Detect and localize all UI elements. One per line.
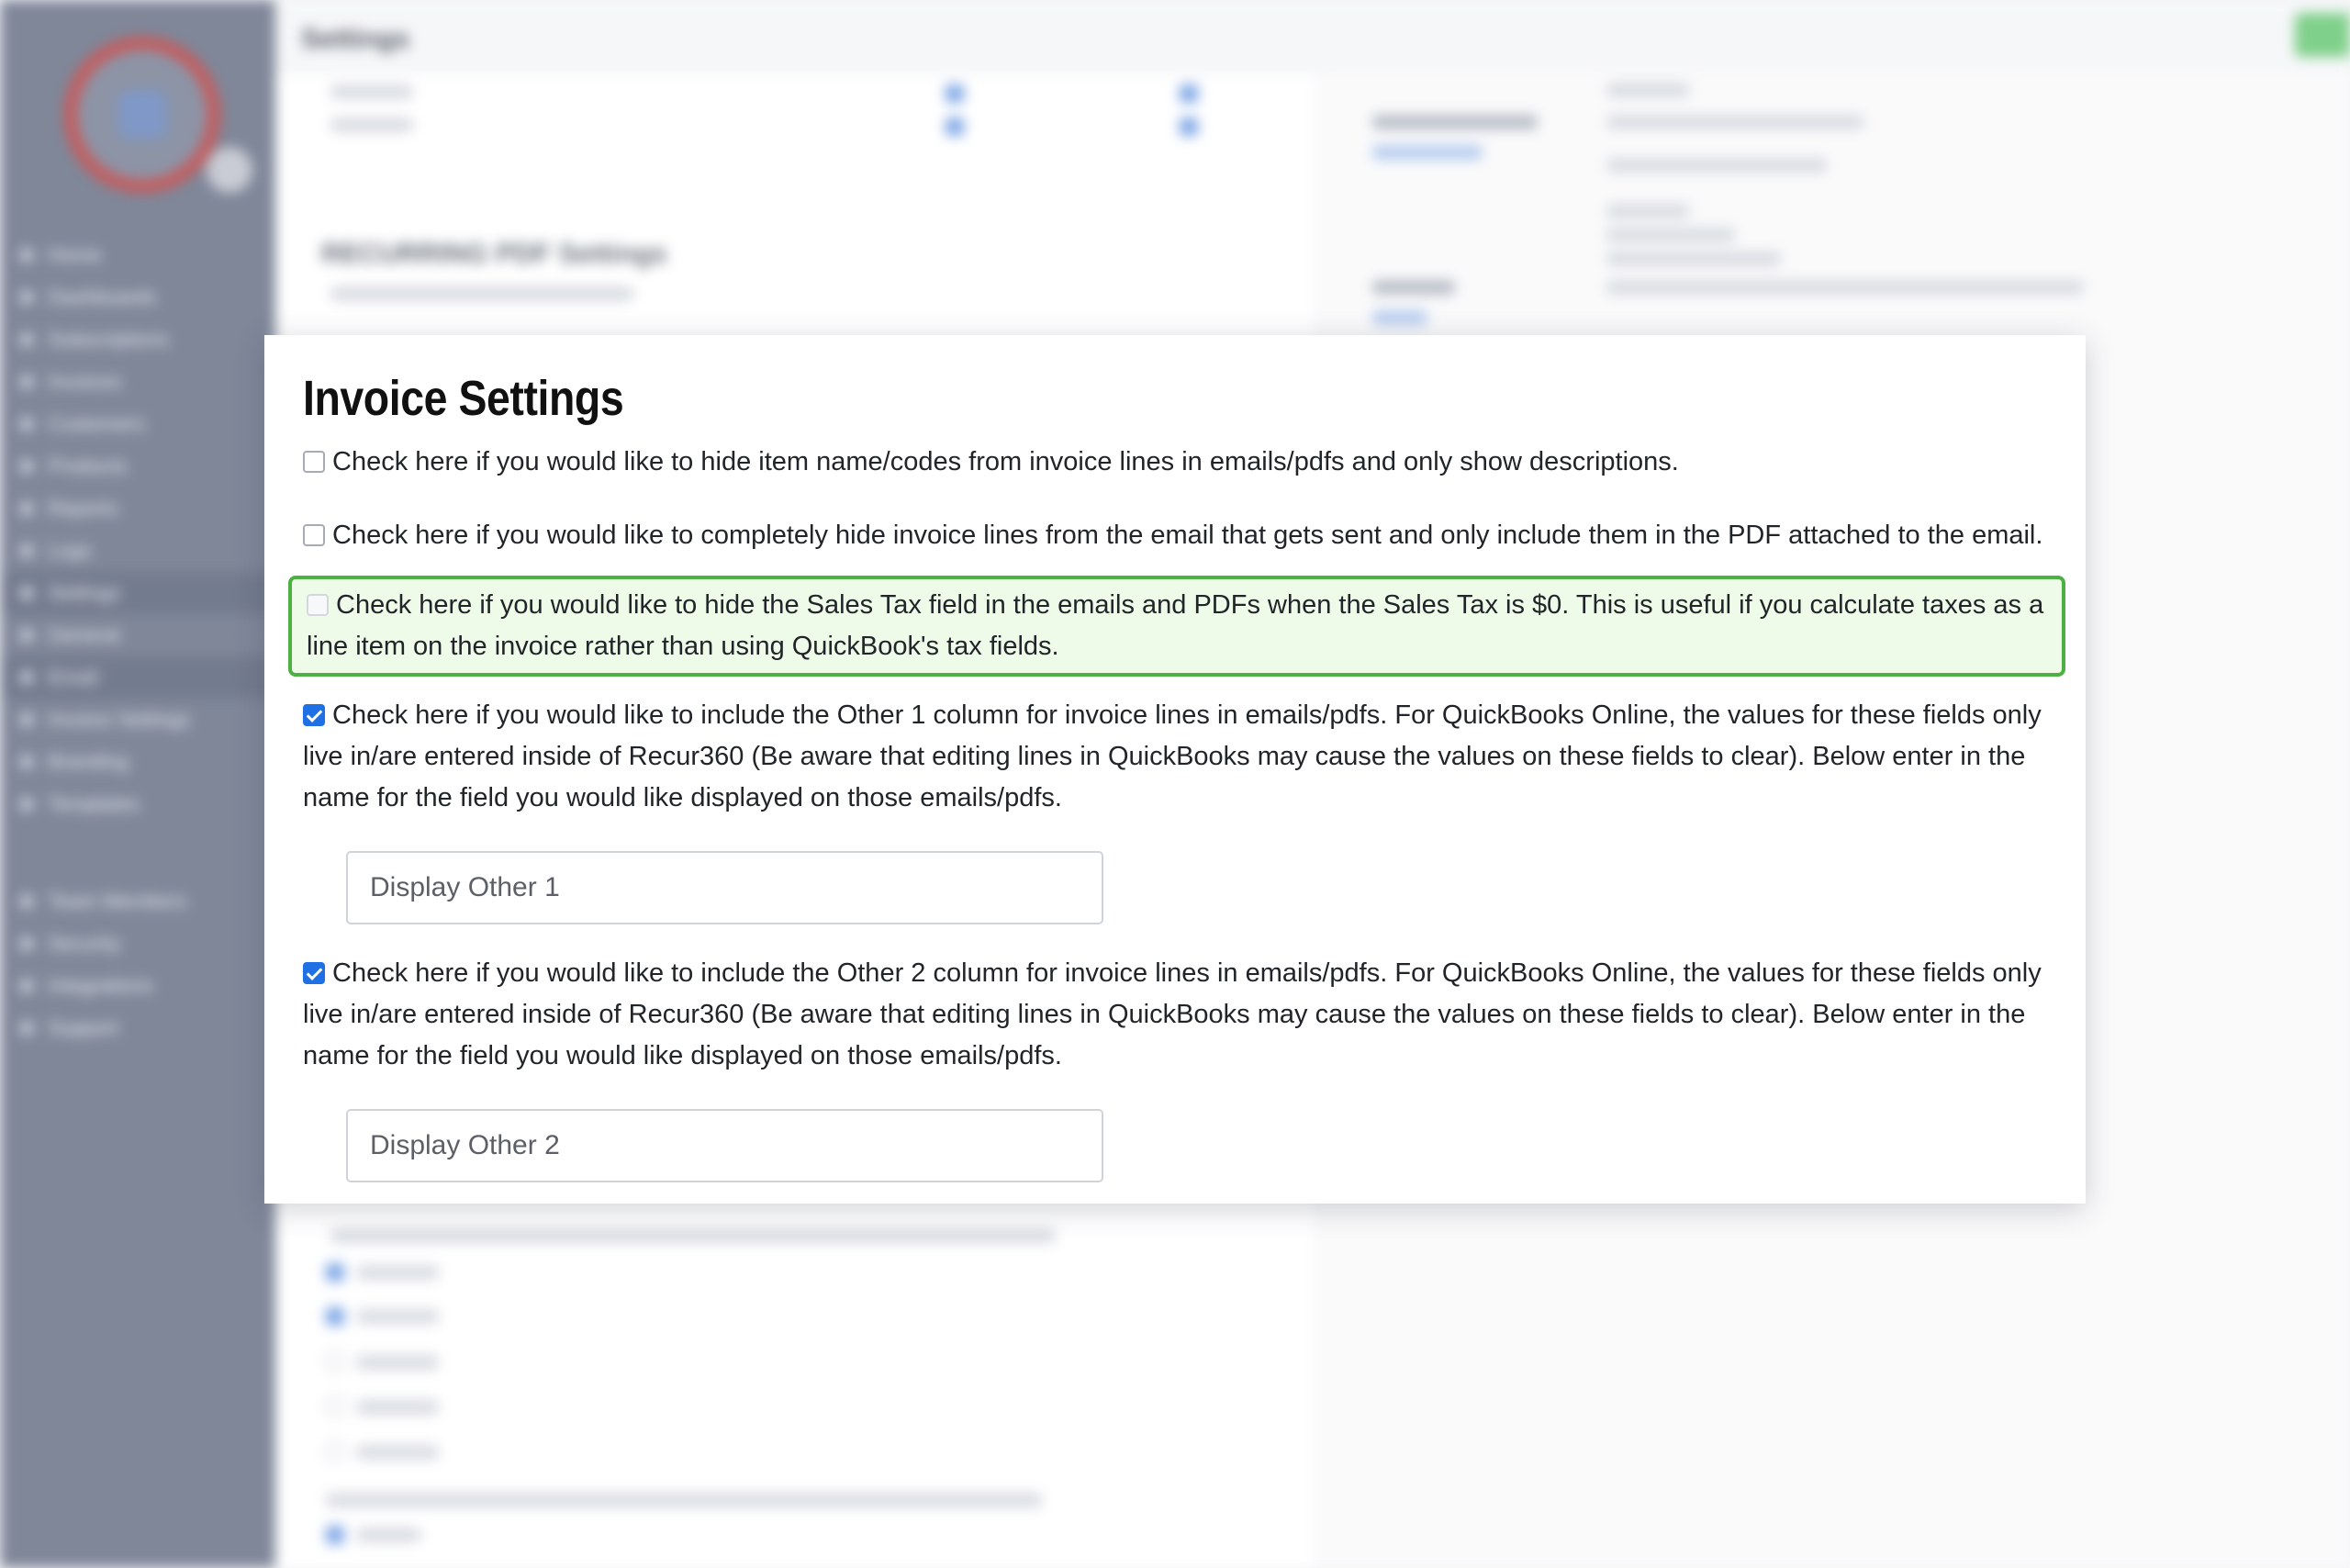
checkbox[interactable]	[326, 1397, 344, 1416]
sidebar-item-label: Invoices	[48, 370, 122, 393]
nav-icon	[20, 249, 33, 262]
placeholder-text	[356, 1528, 420, 1542]
sidebar	[0, 0, 275, 1568]
nav-icon	[20, 895, 33, 908]
option-label: Check here if you would like to completely hide invoice lines from the email that gets sent and only include them in the PDF attached to the email.	[332, 521, 2043, 550]
logo-badge-icon	[207, 147, 252, 193]
nav-icon	[20, 418, 33, 431]
sidebar-item-label: Integrations	[48, 974, 153, 997]
nav-icon	[20, 756, 33, 768]
sidebar-item-label: Reports	[48, 497, 119, 520]
checkbox[interactable]	[946, 84, 964, 103]
sidebar-subitem[interactable]	[0, 741, 275, 783]
checkbox[interactable]	[1180, 118, 1198, 136]
sidebar-item-label: General	[48, 623, 120, 646]
option-hide-sales-tax	[288, 576, 2065, 677]
sidebar-item-label: Dashboards	[48, 286, 157, 308]
sidebar-item-settings[interactable]	[0, 572, 275, 614]
nav-icon	[20, 291, 33, 304]
option-include-other-2	[303, 953, 2047, 1077]
placeholder-link[interactable]	[1372, 145, 1483, 160]
sidebar-item-label: Logs	[48, 539, 92, 562]
display-other-2-input[interactable]	[346, 1109, 1103, 1182]
sidebar-item[interactable]	[0, 487, 275, 530]
sidebar-item-label: Settings	[48, 581, 121, 604]
placeholder-text	[1606, 204, 1689, 218]
placeholder-text	[356, 1355, 439, 1370]
page-title: Settings	[301, 24, 410, 54]
nav-icon	[20, 502, 33, 515]
sidebar-item[interactable]	[0, 965, 275, 1007]
placeholder-link[interactable]	[1372, 310, 1427, 325]
other-2-input-wrapper	[346, 1109, 2047, 1182]
placeholder-text	[1606, 158, 1827, 173]
nav-icon	[20, 587, 33, 599]
sidebar-item[interactable]	[0, 234, 275, 276]
placeholder-text	[1372, 280, 1455, 295]
sidebar-item[interactable]	[0, 403, 275, 445]
sidebar-item-label: Customers	[48, 412, 146, 435]
placeholder-text	[326, 1493, 1042, 1507]
sidebar-spacer	[0, 825, 275, 880]
section-heading: RECURRING PDF Settings	[321, 239, 667, 269]
top-bar	[275, 0, 2350, 73]
sidebar-item-label: Team Members	[48, 890, 187, 913]
nav-icon	[20, 980, 33, 992]
checkbox[interactable]	[1180, 84, 1198, 103]
placeholder-text	[1372, 115, 1538, 129]
placeholder-text	[1606, 83, 1689, 97]
placeholder-text	[330, 1228, 1056, 1243]
nav-icon	[20, 713, 33, 726]
placeholder-text	[330, 286, 633, 301]
option-hide-invoice-lines	[303, 515, 2047, 556]
option-label: Check here if you would like to include the Other 1 column for invoice lines in emails/pdfs. For QuickBooks Online, the values for these fields only live in/are entered inside of Recur360 (Be aware that editing lines in QuickBooks may cause the values on these fields to clear). Below enter in the name for the field you would like displayed on those emails/pdfs.	[303, 700, 2042, 812]
sidebar-item[interactable]	[0, 923, 275, 965]
nav-icon	[20, 460, 33, 473]
display-other-1-input[interactable]	[346, 851, 1103, 924]
checkbox[interactable]	[326, 1352, 344, 1371]
placeholder-text	[1606, 252, 1781, 266]
company-logo	[64, 37, 220, 193]
placeholder-text	[356, 1309, 439, 1324]
nav-icon	[20, 333, 33, 346]
option-label: Check here if you would like to hide item name/codes from invoice lines in emails/pdfs and only show descriptions.	[332, 447, 1679, 476]
sidebar-item-label: Support	[48, 1016, 119, 1039]
option-include-other-1	[303, 695, 2047, 819]
placeholder-text	[356, 1400, 439, 1415]
save-button[interactable]	[2295, 13, 2350, 57]
hide-invoice-lines-checkbox[interactable]	[303, 524, 325, 546]
placeholder-text	[1606, 280, 2084, 295]
sidebar-item-label: Security	[48, 932, 121, 955]
sidebar-item-label: Subscriptions	[48, 328, 170, 351]
placeholder-text	[356, 1445, 439, 1460]
card-title: Invoice Settings	[303, 371, 624, 426]
nav-icon	[20, 375, 33, 388]
nav-icon	[20, 544, 33, 557]
sidebar-item-label: Home	[48, 243, 102, 266]
option-label: Check here if you would like to include the Other 2 column for invoice lines in emails/pdfs. For QuickBooks Online, the values for these fields only live in/are entered inside of Recur360 (Be aware that editing lines in QuickBooks may cause the values on these fields to clear). Below enter in the name for the field you would like displayed on those emails/pdfs.	[303, 958, 2042, 1070]
sidebar-item[interactable]	[0, 445, 275, 487]
invoice-settings-card	[264, 335, 2086, 1204]
include-other-2-checkbox[interactable]	[303, 962, 325, 984]
sidebar-item-label: Templates	[48, 792, 140, 815]
sidebar-item[interactable]	[0, 361, 275, 403]
sidebar-item-label: Branding	[48, 750, 129, 773]
sidebar-subitem[interactable]	[0, 783, 275, 825]
placeholder-text	[1606, 228, 1735, 242]
placeholder-text	[1606, 115, 1863, 129]
sidebar-item-label: Invoice Settings	[48, 708, 191, 731]
sidebar-item[interactable]	[0, 530, 275, 572]
sidebar-subitem[interactable]	[0, 614, 275, 656]
placeholder-text	[356, 1265, 439, 1280]
sidebar-item[interactable]	[0, 1007, 275, 1049]
checkbox[interactable]	[946, 118, 964, 136]
sidebar-nav	[0, 234, 275, 1049]
checkbox[interactable]	[326, 1526, 344, 1544]
nav-icon	[20, 629, 33, 642]
nav-icon	[20, 1022, 33, 1035]
checkbox[interactable]	[326, 1307, 344, 1326]
placeholder-text	[330, 84, 413, 99]
checkbox[interactable]	[326, 1442, 344, 1461]
sidebar-item[interactable]	[0, 880, 275, 923]
hide-sales-tax-checkbox[interactable]	[307, 594, 329, 616]
logo-mark-icon	[118, 91, 166, 139]
sidebar-item[interactable]	[0, 319, 275, 361]
other-1-input-wrapper	[346, 851, 2047, 924]
nav-icon	[20, 671, 33, 684]
include-other-1-checkbox[interactable]	[303, 704, 325, 726]
option-label: Check here if you would like to hide the Sales Tax field in the emails and PDFs when the Sales Tax is $0. This is useful if you calculate taxes as a line item on the invoice rather than using QuickBook's tax fields.	[307, 590, 2044, 661]
hide-item-names-checkbox[interactable]	[303, 451, 325, 473]
placeholder-text	[330, 118, 413, 132]
option-hide-item-names	[303, 442, 2047, 483]
sidebar-item[interactable]	[0, 276, 275, 319]
sidebar-subitem[interactable]	[0, 699, 275, 741]
checkbox[interactable]	[326, 1263, 344, 1282]
nav-icon	[20, 937, 33, 950]
sidebar-item-label: Products	[48, 454, 128, 477]
nav-icon	[20, 798, 33, 811]
sidebar-subitem[interactable]	[0, 656, 275, 699]
sidebar-item-label: Email	[48, 666, 99, 689]
